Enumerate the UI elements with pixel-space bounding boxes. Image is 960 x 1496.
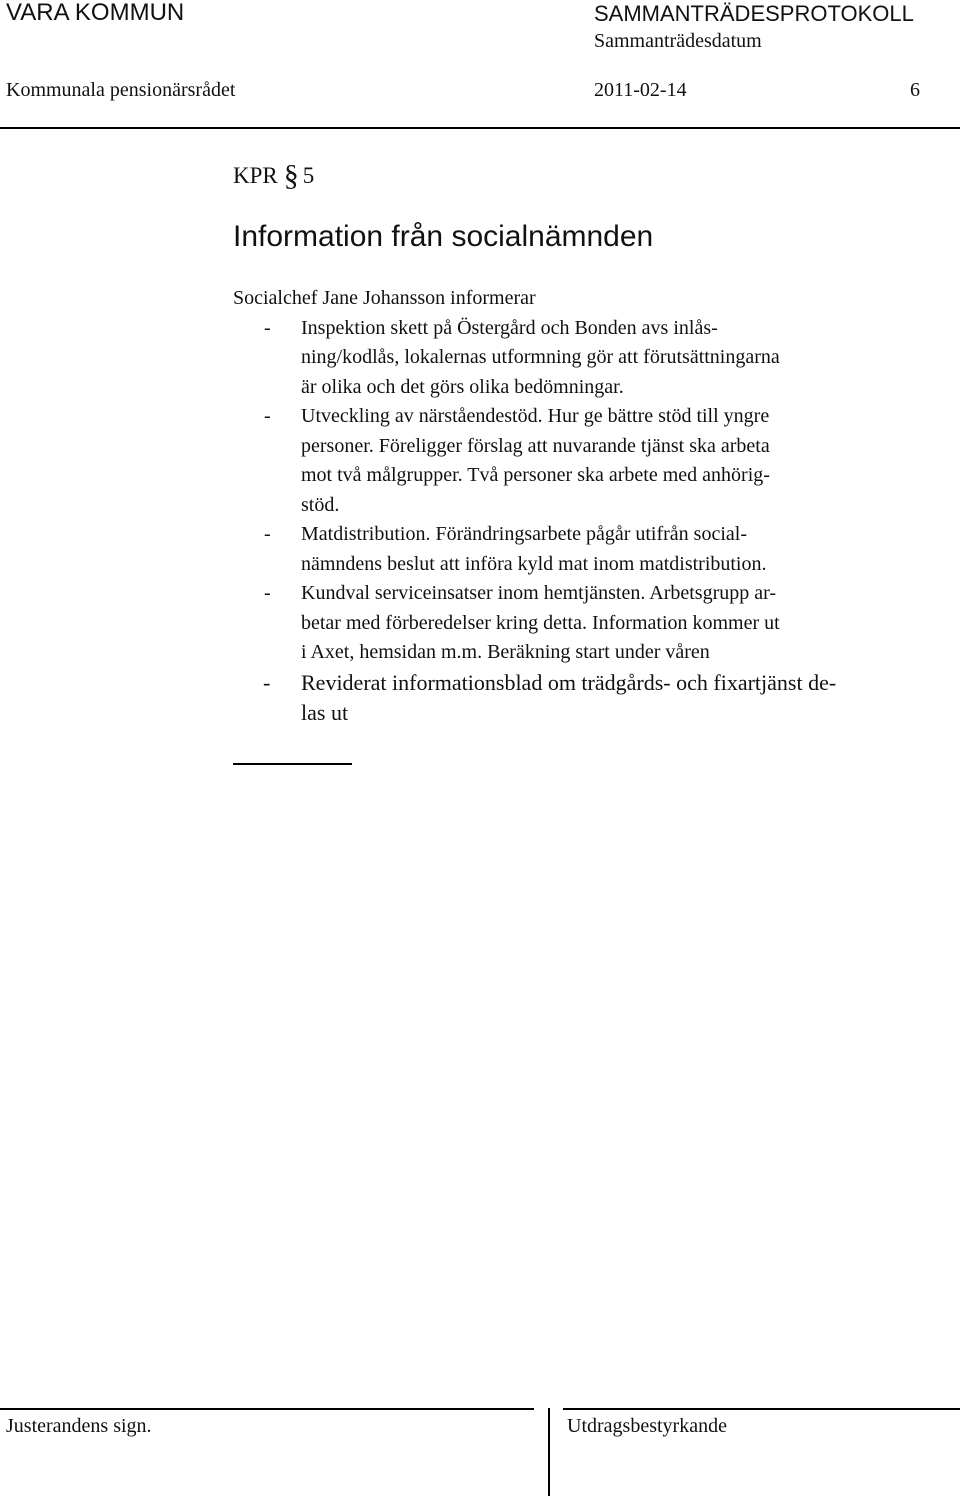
list-item xyxy=(233,668,933,728)
header-divider xyxy=(0,127,960,129)
list-item xyxy=(233,314,933,403)
list-dash: - xyxy=(264,405,271,427)
paragraph-number: 5 xyxy=(302,163,315,188)
list-item-line: las ut xyxy=(301,699,349,725)
committee-name: Kommunala pensionärsrådet xyxy=(6,79,236,101)
section-body xyxy=(233,284,933,728)
list-item-line: Matdistribution. Förändringsarbete pågår utifrån social- xyxy=(301,523,747,545)
document-type: SAMMANTRÄDESPROTOKOLL xyxy=(594,1,914,26)
list-item-line: i Axet, hemsidan m.m. Beräkning start under våren xyxy=(301,641,710,663)
signature-label: Justerandens sign. xyxy=(6,1415,152,1437)
list-item xyxy=(233,579,933,668)
footer-column-divider xyxy=(548,1408,550,1496)
meeting-date: 2011-02-14 xyxy=(594,79,687,101)
list-item-line: betar med förberedelser kring detta. Information kommer ut xyxy=(301,611,780,634)
list-item-line: Inspektion skett på Östergård och Bonden avs inlås- xyxy=(301,316,718,339)
footer-divider-left xyxy=(0,1408,534,1410)
list-item-line: stöd. xyxy=(301,493,340,516)
list-item xyxy=(233,402,933,520)
intro-text: Socialchef Jane Johansson informerar xyxy=(233,287,536,309)
list-item-line: mot två målgrupper. Två personer ska arbete med anhörig- xyxy=(301,464,770,486)
certification-label: Utdragsbestyrkande xyxy=(567,1415,727,1437)
list-dash: - xyxy=(264,316,271,339)
paragraph-reference xyxy=(233,160,314,190)
list-item-line: ning/kodlås, lokalernas utformning gör att förutsättningarna xyxy=(301,346,780,368)
page-number: 6 xyxy=(910,79,920,101)
list-item-line: Kundval serviceinsatser inom hemtjänsten. Arbetsgrupp ar- xyxy=(301,582,777,604)
list-item-line: nämndens beslut att införa kyld mat inom matdistribution. xyxy=(301,552,767,575)
section-end-rule xyxy=(233,763,352,765)
list-dash: - xyxy=(264,582,271,604)
footer-divider-right xyxy=(563,1408,960,1410)
list-item-line: personer. Föreligger förslag att nuvarande tjänst ska arbeta xyxy=(301,434,770,457)
organization-name: VARA KOMMUN xyxy=(6,0,185,26)
list-dash: - xyxy=(263,669,271,695)
paragraph-prefix: KPR xyxy=(233,163,278,188)
list-dash: - xyxy=(264,523,271,545)
date-label: Sammanträdesdatum xyxy=(594,30,762,52)
list-item-line: Utveckling av närståendestöd. Hur ge bättre stöd till yngre xyxy=(301,405,770,427)
list-item xyxy=(233,520,933,579)
list-item-line: Reviderat informationsblad om trädgårds- och fixartjänst de- xyxy=(301,669,837,695)
section-sign: § xyxy=(283,159,299,192)
section-title: Information från socialnämnden xyxy=(233,220,654,253)
list-item-line: är olika och det görs olika bedömningar. xyxy=(301,375,624,398)
